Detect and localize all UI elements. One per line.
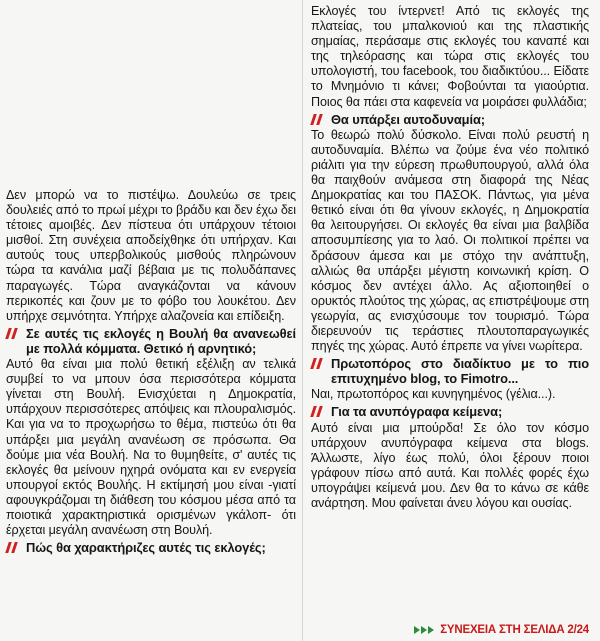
right-column: [311, 4, 589, 511]
answer-paragraph: Αυτό θα είναι μια πολύ θετική εξέλιξη αν τελικά συμβεί το να μπουν όσα περισσότερα κόμματα γίνεται στη Βουλή. Ενισχύεται η Δημοκρατία, υπάρχουν περισσότερες απόψεις και πλουραλισμός. Και για να το προχωρήσω το θέμα, πιστεύω ότι θα υπάρξει μια μεγάλη ανανέωση σε πρόσωπα. Θα δούμε μια νέα Βουλή. Να το θυμηθείτε, σ' αυτές τις εκλογές θα μείνουν ηχηρά ονόματα και εν ενεργεία υπουργοί εκτός Βουλής. Η εκτίμησή μου είναι -γιατί αφουγκράζομαι τη διάθεση του κόσμου μέσα από τα ποιοτικά χαρακτηριστικά ορισμένων γκάλοπ- ότι έρχεται μεγάλη ανανέωση στη Βουλή.: [6, 357, 296, 538]
interview-question: Θα υπάρξει αυτοδυναμία;: [311, 112, 589, 127]
answer-paragraph: Αυτό είναι μια μπούρδα! Σε όλο τον κόσμο υπάρχουν ανυπόγραφα κείμενα στα blogs. Άλλωστε, λίγο έως πολύ, όλοι ξέρουν ποιοι γράφουν πίσω από αυτά. Και πολλές φορές έχω υπογράψει κείμενά μου. Δεν θα το κάνω σε κάθε ανάρτηση. Μου φαίνεται άνευ λόγου και ουσίας.: [311, 420, 589, 510]
interview-question: Για τα ανυπόγραφα κείμενα;: [311, 404, 589, 419]
answer-paragraph: Δεν μπορώ να το πιστέψω. Δουλεύω σε τρεις δουλειές από το πρωί μέχρι το βράδυ και δεν έχω δει τέτοιες αμοιβές. Δεν πίστευα ότι υπάρχουν τέτοιοι μισθοί. Στη συνέχεια αποδείχθηκε ότι υπήρχαν. Και αυτούς τους υπερβολικούς μισθούς πληρώνουν τώρα τα κανάλια μαζί βέβαια με τις πολυδάπανες παραγωγές. Τώρα αναγκάζονται να κάνουν περικοπές και ζουν με το φόβο του λουκέτου. Δεν υπήρχε σεμνότητα. Υπήρχε αλαζονεία και επίδειξη.: [6, 188, 296, 323]
answer-paragraph: Το θεωρώ πολύ δύσκολο. Είναι πολύ ρευστή η αυτοδυναμία. Βλέπω να ζούμε ένα νέο πολιτικό ριάλιτι για την εύρεση πρωθυπουργού, αλλά όλα θα παιχθούν ανάμεσα στη διαφορά της Νέας Δημοκρατίας και του ΠΑΣΟΚ. Πάντως, για μένα θετικό είναι ότι θα γίνουν εκλογές, η Δημοκρατία θα λειτουργήσει. Οι εκλογές θα είναι μια βαλβίδα αποσυμπίεσης για το λαό. Οι πολιτικοί πρέπει να δράσουν άμεσα και με στόχο την ανάπτυξη, αλλιώς θα υπάρξει μέγιστη κοινωνική κρίση. Ο κόσμος δεν αντέχει άλλο. Ας αξιοποιηθεί ο ορυκτός πλούτος της χώρας, ας επιστρέψουμε στη γεωργία, ας ενισχύσουμε τον τουρισμό. Τώρα διερευνούν τις τεράστιες πλουτοπαραγωγικές πηγές της χώρας. Αυτό έπρεπε να γίνει νωρίτερα.: [311, 127, 589, 354]
column-divider: [302, 0, 303, 641]
interview-question: Σε αυτές τις εκλογές η Βουλή θα ανανεωθεί με πολλά κόμματα. Θετικό ή αρνητικό;: [6, 326, 296, 356]
interview-question: Πρωτοπόρος στο διαδίκτυο με το πιο επιτυχημένο blog, το Fimotro...: [311, 356, 589, 386]
arrow-right-icon: [414, 626, 435, 634]
continued-on-page-footer: [311, 622, 589, 638]
continued-label: ΣΥΝΕΧΕΙΑ ΣΤΗ ΣΕΛΙΔΑ 2/24: [440, 624, 589, 636]
left-column: [6, 188, 296, 556]
answer-paragraph: Ναι, πρωτοπόρος και κυνηγημένος (γέλια...).: [311, 387, 556, 402]
interview-question: Πώς θα χαρακτήριζες αυτές τις εκλογές;: [6, 540, 296, 555]
answer-paragraph: Εκλογές του ίντερνετ! Από τις εκλογές της πλατείας, του μπαλκονιού και της πλαστικής σημαίας, περάσαμε στις εκλογές του καναπέ και της τηλεόρασης και τώρα στις εκλογές του υπολογιστή, του facebook, του διαδικτύου... Είδατε το Μνημόνιο τι κάνει; Φοβούνται τα γιαούρτια. Ποιος θα πάει στα καφενεία να μοιράσει φυλλάδια;: [311, 4, 589, 109]
